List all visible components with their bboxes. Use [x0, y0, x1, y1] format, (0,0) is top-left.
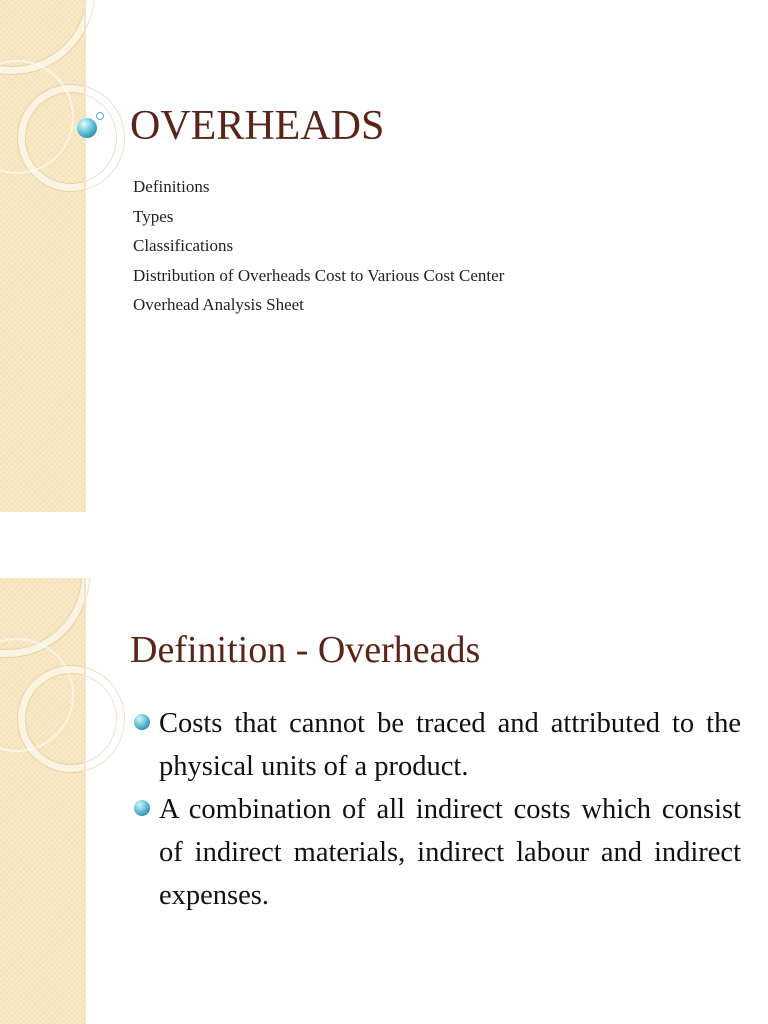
- topic-list: [133, 174, 504, 322]
- topic-item: Distribution of Overheads Cost to Various Cost Center: [133, 265, 505, 285]
- definition-list: [134, 702, 741, 917]
- sidebar-edge: [84, 0, 86, 512]
- sphere-bullet-icon: [134, 714, 150, 730]
- topic-item: Classifications: [133, 236, 234, 255]
- bullet-text: Costs that cannot be traced and attributed to the physical units of a product.: [159, 708, 741, 782]
- bullet-text: A combination of all indirect costs which consist of indirect materials, indirect labour and indirect expenses.: [159, 794, 741, 911]
- slide-definition: [0, 578, 768, 1024]
- slide-title: OVERHEADS: [130, 103, 385, 149]
- sphere-bullet-icon: [134, 800, 150, 816]
- topic-item: Overhead Analysis Sheet: [133, 295, 304, 314]
- list-item: [134, 702, 741, 788]
- topic-item: Types: [133, 206, 174, 226]
- topic-item: Definitions: [133, 177, 210, 196]
- sphere-bullet-icon: [77, 118, 97, 138]
- small-ring-icon: [96, 112, 104, 120]
- sidebar-edge: [84, 578, 86, 1024]
- slide-title: Definition - Overheads: [130, 629, 481, 671]
- list-item: [134, 788, 741, 917]
- decorative-sidebar: [0, 0, 84, 512]
- decorative-sidebar: [0, 578, 84, 1024]
